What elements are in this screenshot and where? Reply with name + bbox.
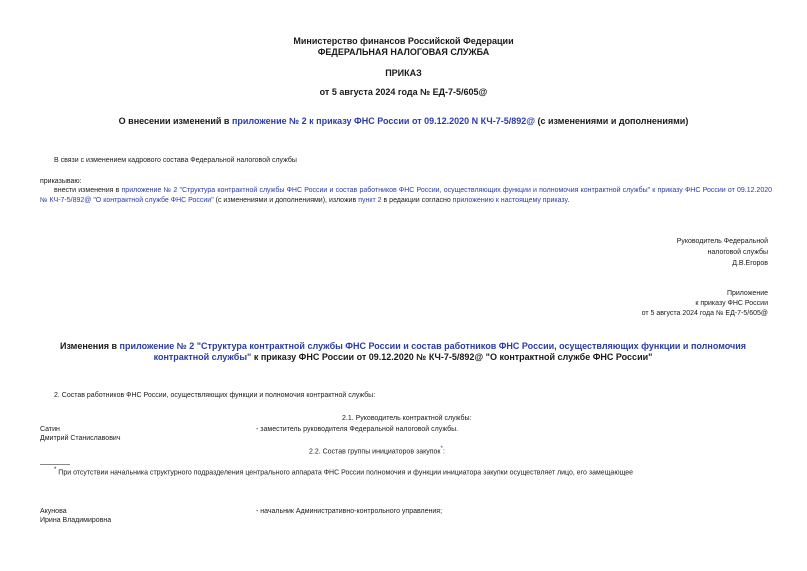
section2-heading: 2. Состав работников ФНС России, осуществляющих функции и полномочия контрактной службы: bbox=[54, 392, 376, 399]
person2-role: - начальник Административно-контрольного управления; bbox=[256, 508, 443, 515]
changes-title-suffix: к приказу ФНС России от 09.12.2020 № КЧ-7-5/892@ "О контрактной службе ФНС России" bbox=[251, 352, 653, 362]
person1-first-name: Дмитрий Станиславович bbox=[40, 435, 121, 442]
changes-title-link[interactable]: приложение № 2 "Структура контрактной службы ФНС России и состав работников ФНС России, осуществляющих функции и полномочия контрактной службы" bbox=[119, 341, 747, 362]
order-title-prefix: О внесении изменений в bbox=[118, 116, 232, 126]
signature-line-2: налоговой службы bbox=[707, 249, 768, 256]
appendix-line-3: от 5 августа 2024 года № ЕД-7-5/605@ bbox=[641, 310, 768, 317]
changes-title bbox=[58, 341, 748, 363]
order-link-appendix[interactable]: приложение № 2 "Структура контрактной службы ФНС России и состав работников ФНС России, осуществляющих функции и полномочия контрактной службы" к приказу ФНС России от 09.12.2020 № КЧ-7-5/892@ "О контрактной службе ФНС России" bbox=[40, 187, 772, 204]
person1-role: - заместитель руководителя Федеральной налоговой службы. bbox=[256, 426, 459, 433]
ministry-name: Министерство финансов Российской Федерации bbox=[293, 36, 514, 46]
footnote-mark: * bbox=[54, 467, 57, 473]
order-word: приказываю: bbox=[40, 178, 82, 185]
service-name: ФЕДЕРАЛЬНАЯ НАЛОГОВАЯ СЛУЖБА bbox=[317, 47, 490, 57]
section2-sub2-text: 2.2. Состав группы инициаторов закупок bbox=[309, 448, 441, 456]
person2-first-name: Ирина Владимировна bbox=[40, 517, 112, 524]
footnote-text: При отсутствии начальника структурного подразделения центрального аппарата ФНС России полномочия и функции инициатора закупки осуществляет лицо, его замещающее bbox=[56, 469, 634, 477]
order-text-4: . bbox=[567, 197, 570, 204]
signature-line-1: Руководитель Федеральной bbox=[676, 238, 768, 245]
footnote-divider bbox=[40, 464, 70, 465]
order-text-3: в редакции согласно bbox=[381, 197, 453, 204]
intro-text: В связи с изменением кадрового состава Федеральной налоговой службы bbox=[54, 157, 297, 164]
person1-last-name: Сатин bbox=[40, 426, 60, 433]
doc-type: ПРИКАЗ bbox=[385, 68, 422, 78]
appendix-line-1: Приложение bbox=[726, 290, 768, 297]
order-text-1: внести изменения в bbox=[54, 187, 122, 194]
order-title-link[interactable]: приложение № 2 к приказу ФНС России от 09.12.2020 N КЧ-7-5/892@ bbox=[231, 116, 536, 126]
person2-last-name: Акунова bbox=[40, 508, 67, 515]
order-link-annex[interactable]: приложению к настоящему приказу bbox=[452, 197, 568, 204]
changes-title-prefix: Изменения в bbox=[59, 341, 120, 351]
section2-sub2-colon: : bbox=[442, 448, 445, 456]
footnote bbox=[54, 467, 754, 476]
section2-sub2 bbox=[309, 446, 445, 455]
section2-sub1: 2.1. Руководитель контрактной службы: bbox=[342, 415, 472, 422]
order-link-point[interactable]: пункт 2 bbox=[358, 197, 382, 204]
order-title bbox=[0, 116, 807, 126]
order-paragraph bbox=[40, 186, 772, 206]
appendix-line-2: к приказу ФНС России bbox=[695, 300, 768, 307]
order-text-2: (с изменениями и дополнениями), изложив bbox=[213, 197, 359, 204]
footnote-reference[interactable]: * bbox=[440, 446, 443, 452]
signature-name: Д.В.Егоров bbox=[732, 260, 768, 267]
order-title-suffix: (с изменениями и дополнениями) bbox=[535, 116, 689, 126]
doc-date-number: от 5 августа 2024 года № ЕД-7-5/605@ bbox=[319, 87, 488, 97]
